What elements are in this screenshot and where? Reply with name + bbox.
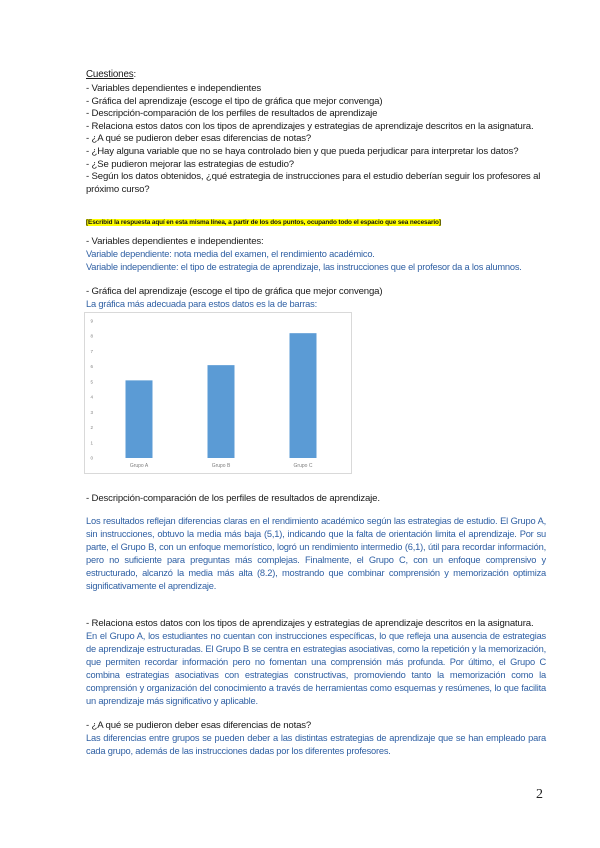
instruction-highlight: [Escribid la respuesta aquí en esta misma línea, a partir de los dos puntos, ocupando todo el espacio que sea necesario]: [86, 219, 441, 226]
descripcion-heading: - Descripción-comparación de los perfiles de resultados de aprendizaje.: [86, 493, 380, 504]
independent-variable-text: Variable independiente: el tipo de estrategia de aprendizaje, las instrucciones que el profesor da a los alumnos.: [86, 262, 522, 273]
relaciona-heading: - Relaciona estos datos con los tipos de aprendizajes y estrategias de aprendizaje descritos en la asignatura.: [86, 618, 534, 629]
x-tick-label: Grupo A: [129, 463, 149, 469]
question-item: - ¿Hay alguna variable que no se haya controlado bien y que pueda perjudicar para interpretar los datos?: [86, 145, 519, 157]
relaciona-answer: En el Grupo A, los estudiantes no cuentan con instrucciones específicas, lo que refleja una ausencia de estrategias de aprendizaje estructuradas. El Grupo B se centra en estrategias asociativas, como la repetición y la memorización, que permiten recordar información pero no fomentan una comprensión más profunda. Por último, el Grupo C combina estrategias asociativas con estrategias constructivas, promoviendo tanto la memorización como la comprensión y organización del conocimiento a través de herramientas como esquemas y resúmenes, lo que facilita un aprendizaje más significativo y aplicable.: [86, 631, 546, 707]
descripcion-answer: Los resultados reflejan diferencias claras en el rendimiento académico según las estrategias de estudio. El Grupo A, sin instrucciones, obtuvo la media más baja (5,1), indicando que la falta de orientación limita el aprendizaje. Por su parte, el Grupo B, con un enfoque memorístico, logró un rendimiento intermedio (6,1), útil para recordar información, pero no suficiente para preguntas más complejas. Finalmente, el Grupo C, con un enfoque comprensivo y estructurado, alcanzó la media más alta (8.2), mostrando que combinar comprensión y memorización optimiza significativamente el aprendizaje.: [86, 516, 546, 592]
bar-grupo-c: [290, 333, 317, 458]
diferencias-answer: Las diferencias entre grupos se pueden deber a las distintas estrategias de aprendizaje que se han empleado para cada grupo, además de las instrucciones dadas por los diferentes profesores.: [86, 733, 546, 757]
y-tick-label: 9: [90, 318, 93, 324]
question-item: - Relaciona estos datos con los tipos de aprendizajes y estrategias de aprendizaje descritos en la asignatura.: [86, 120, 534, 132]
question-item: - ¿Se pudieron mejorar las estrategias de estudio?: [86, 158, 294, 170]
y-tick-label: 4: [90, 394, 93, 400]
y-tick-label: 7: [90, 348, 93, 354]
bar-chart: [84, 312, 352, 474]
grafica-intro: La gráfica más adecuada para estos datos es la de barras:: [86, 299, 317, 309]
y-tick-label: 3: [90, 409, 93, 415]
variables-heading: - Variables dependientes e independientes:: [86, 236, 264, 247]
y-tick-label: 1: [90, 440, 93, 446]
question-item: - Según los datos obtenidos, ¿qué estrategia de instrucciones para el estudio deberían seguir los profesores al próximo curso?: [86, 171, 541, 195]
question-item: - ¿A qué se pudieron deber esas diferencias de notas?: [86, 133, 312, 145]
y-tick-label: 8: [90, 333, 93, 339]
y-tick-label: 2: [90, 425, 93, 431]
x-tick-label: Grupo B: [211, 463, 231, 469]
question-item: - Gráfica del aprendizaje (escoge el tipo de gráfica que mejor convenga): [86, 95, 383, 107]
bar-grupo-b: [208, 365, 235, 458]
y-tick-label: 6: [90, 364, 93, 370]
bar-grupo-a: [126, 380, 153, 458]
page-number: 2: [536, 787, 543, 802]
cuestiones-title: Cuestiones:: [86, 69, 137, 80]
y-tick-label: 5: [90, 379, 93, 385]
y-tick-label: 0: [90, 455, 93, 461]
grafica-heading: - Gráfica del aprendizaje (escoge el tipo de gráfica que mejor convenga): [86, 286, 383, 297]
x-tick-label: Grupo C: [293, 463, 313, 469]
variables-answer: [86, 248, 556, 274]
question-item: - Variables dependientes e independientes: [86, 83, 262, 94]
questions-list: [86, 83, 546, 196]
question-item: - Descripción-comparación de los perfiles de resultados de aprendizaje: [86, 108, 378, 120]
diferencias-heading: - ¿A qué se pudieron deber esas diferencias de notas?: [86, 720, 312, 731]
dependent-variable-text: Variable dependiente: nota media del examen, el rendimiento académico.: [86, 249, 375, 259]
